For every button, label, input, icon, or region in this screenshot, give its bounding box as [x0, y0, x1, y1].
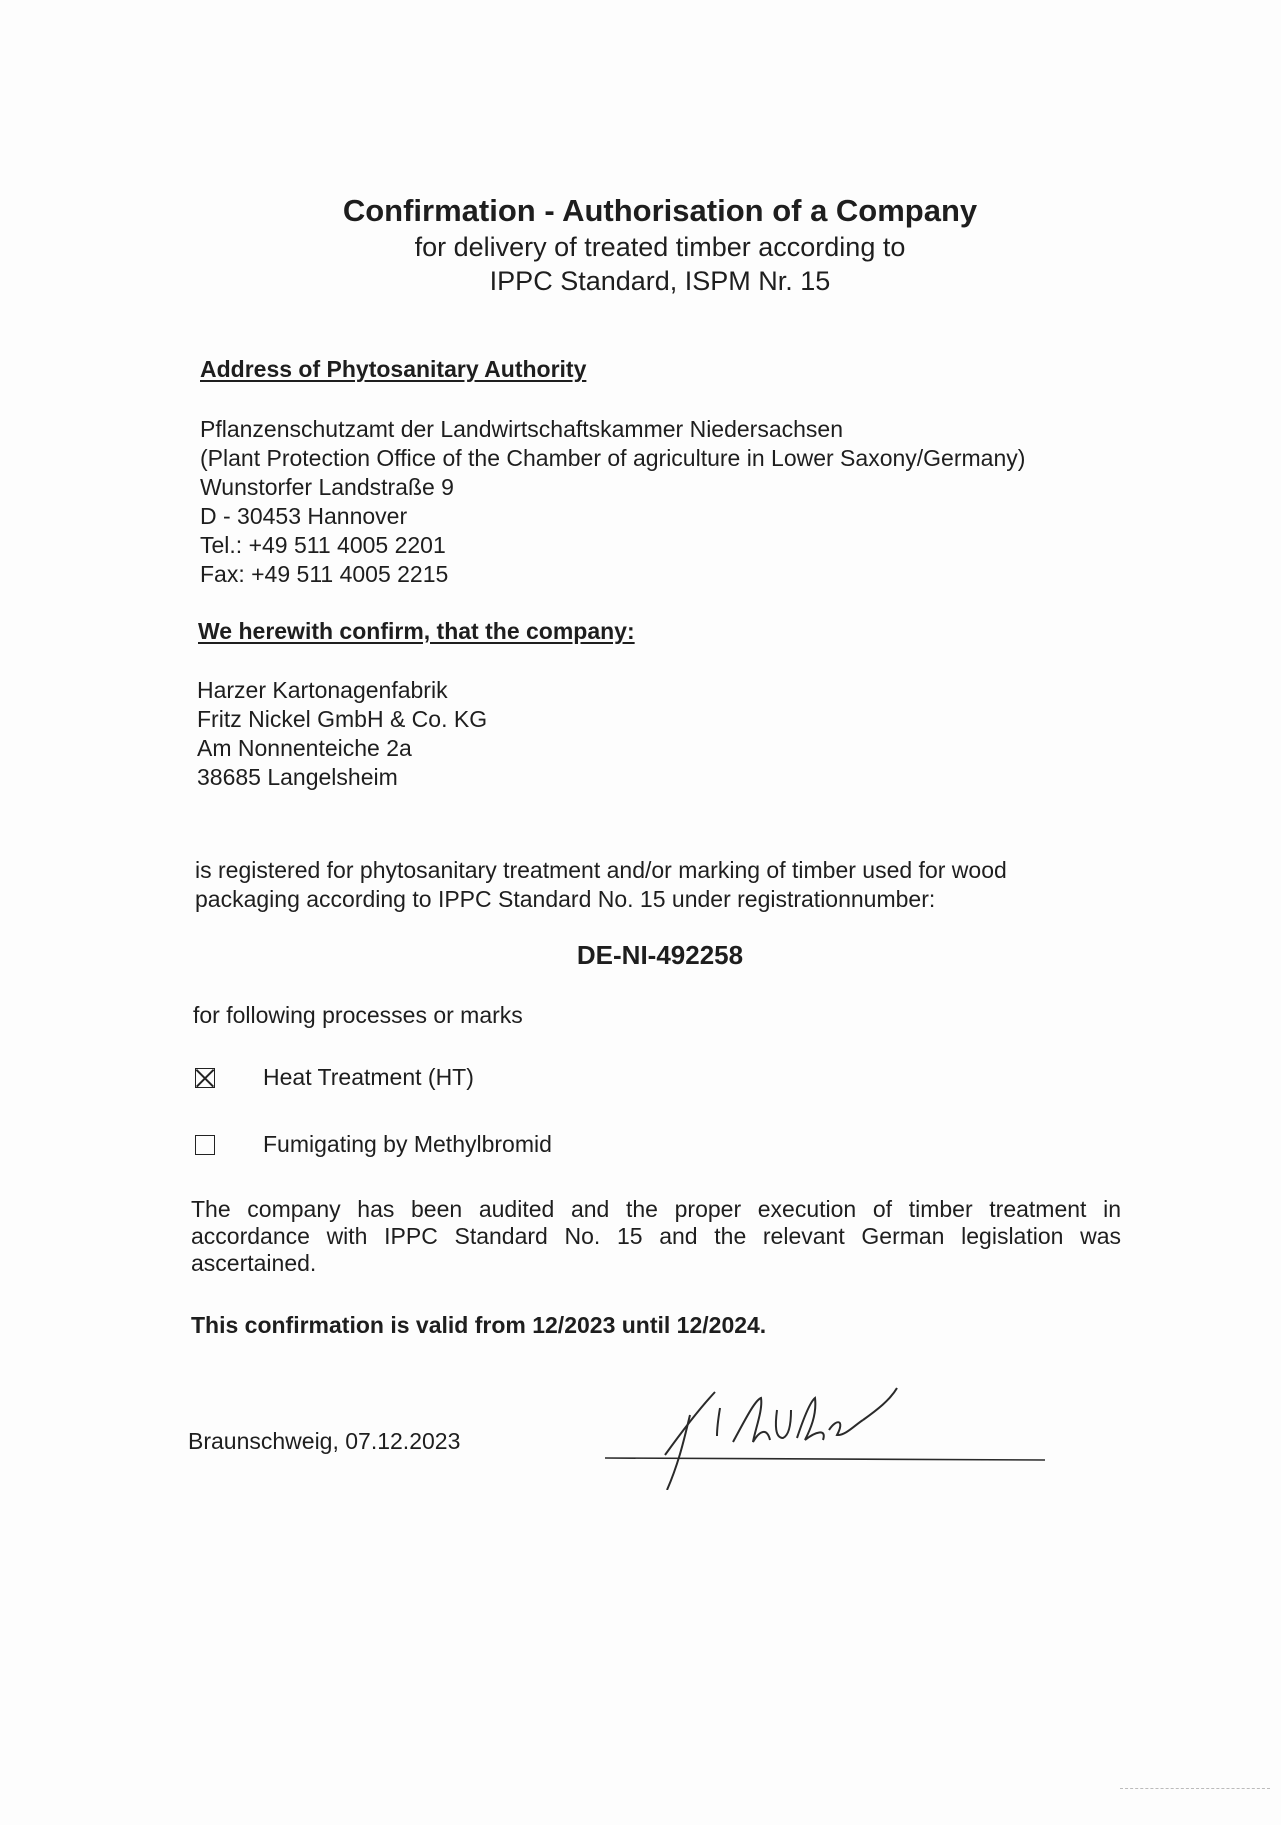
- validity-statement: This confirmation is valid from 12/2023 until 12/2024.: [191, 1312, 767, 1338]
- authority-heading: Address of Phytosanitary Authority: [200, 356, 587, 382]
- place-date: Braunschweig, 07.12.2023: [188, 1428, 461, 1454]
- option-heat-treatment: [195, 1064, 474, 1091]
- footer-divider: [1120, 1788, 1270, 1789]
- company-address: [197, 676, 487, 792]
- authority-line: (Plant Protection Office of the Chamber of agriculture in Lower Saxony/Germany): [200, 445, 1026, 471]
- processes-intro: for following processes or marks: [193, 1002, 523, 1028]
- signature-image: [605, 1380, 1055, 1490]
- authority-address: [200, 415, 1025, 589]
- document-subtitle-line-2: IPPC Standard, ISPM Nr. 15: [489, 266, 831, 296]
- company-heading: We herewith confirm, that the company:: [198, 618, 635, 644]
- option-label: Heat Treatment (HT): [263, 1064, 474, 1090]
- checked-checkbox-icon: [195, 1068, 215, 1088]
- company-line: Am Nonnenteiche 2a: [197, 735, 412, 761]
- authority-line: D - 30453 Hannover: [200, 503, 408, 529]
- company-line: Harzer Kartonagenfabrik: [197, 677, 448, 703]
- document-subtitle-line-1: for delivery of treated timber according to: [414, 232, 906, 262]
- authority-phone: Tel.: +49 511 4005 2201: [200, 532, 446, 558]
- option-label: Fumigating by Methylbromid: [263, 1131, 552, 1157]
- registration-number: DE-NI-492258: [576, 940, 744, 970]
- audit-paragraph: The company has been audited and the proper execution of timber treatment in accordance with IPPC Standard No. 15 and the relevant German legislation was ascertained.: [191, 1196, 1121, 1276]
- document-title: Confirmation - Authorisation of a Company: [342, 193, 978, 228]
- company-line: Fritz Nickel GmbH & Co. KG: [197, 706, 488, 732]
- authority-fax: Fax: +49 511 4005 2215: [200, 561, 449, 587]
- authority-line: Wunstorfer Landstraße 9: [200, 474, 454, 500]
- authority-line: Pflanzenschutzamt der Landwirtschaftskammer Niedersachsen: [200, 416, 844, 442]
- registration-text: [195, 856, 1007, 914]
- option-fumigating: [195, 1131, 552, 1158]
- company-line: 38685 Langelsheim: [197, 764, 398, 790]
- unchecked-checkbox-icon: [195, 1135, 215, 1155]
- title-block: [300, 192, 1020, 298]
- registration-text-line-2: packaging according to IPPC Standard No. 15 under registrationnumber:: [195, 886, 936, 912]
- registration-text-line-1: is registered for phytosanitary treatment and/or marking of timber used for wood: [195, 857, 1007, 883]
